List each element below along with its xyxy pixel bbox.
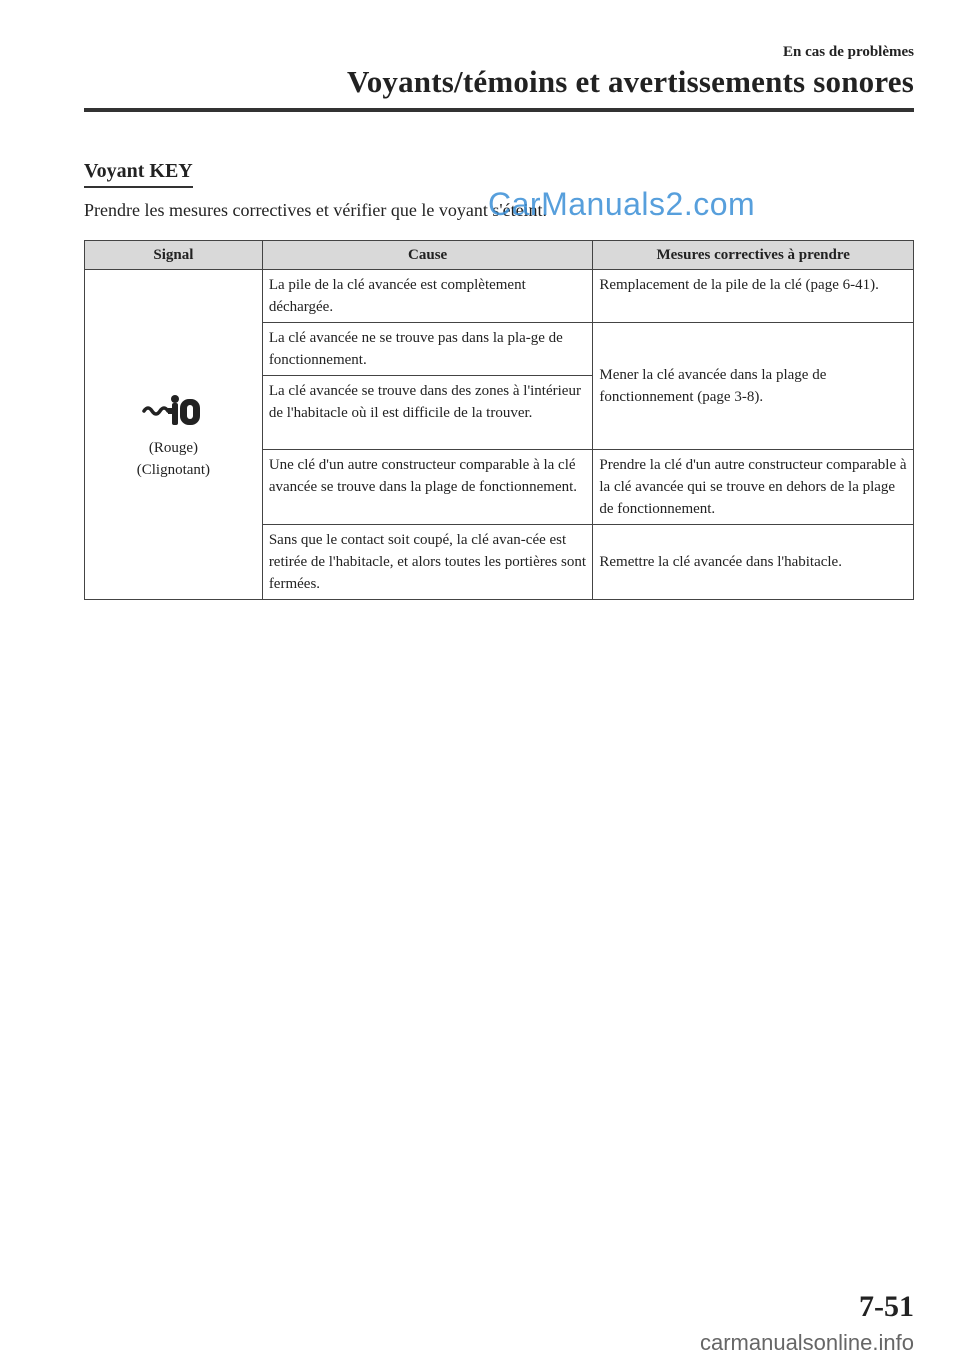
table-row — [85, 270, 914, 323]
page-number: 7-51 — [859, 1290, 914, 1323]
column-header-signal: Signal — [85, 241, 263, 270]
column-header-action: Mesures correctives à prendre — [593, 241, 914, 270]
cause-cell: La clé avancée se trouve dans des zones à l'intérieur de l'habitacle où il est difficile de la trouver. — [262, 376, 593, 450]
footer-site-label: carmanualsonline.info — [699, 1330, 914, 1355]
signal-color-label: (Rouge) — [148, 439, 198, 456]
signal-state-label: (Clignotant) — [136, 461, 211, 478]
watermark: CarManuals2.com — [488, 186, 756, 222]
key-warning-icon — [142, 389, 204, 431]
action-cell: Remplacement de la pile de la clé (page 6-41). — [593, 270, 914, 323]
cause-cell: Sans que le contact soit coupé, la clé avan-cée est retirée de l'habitacle, et alors toutes les portières sont fermées. — [262, 525, 593, 600]
signal-cell — [85, 270, 263, 600]
section-title: Voyant KEY — [84, 160, 193, 188]
table-header-row — [85, 241, 914, 270]
column-header-cause: Cause — [262, 241, 593, 270]
action-cell: Prendre la clé d'un autre constructeur comparable à la clé avancée qui se trouve en dehors de la plage de fonctionnement. — [593, 450, 914, 525]
page-header-title: Voyants/témoins et avertissements sonores — [346, 64, 914, 99]
cause-cell: La clé avancée ne se trouve pas dans la pla-ge de fonctionnement. — [262, 323, 593, 376]
chapter-label: En cas de problèmes — [783, 44, 914, 60]
cause-cell: La pile de la clé avancée est complètement déchargée. — [262, 270, 593, 323]
header-divider — [84, 108, 914, 112]
intro-text: Prendre les mesures correctives et vérifier que le voyant s'éteint. — [84, 200, 548, 220]
warning-table — [84, 240, 914, 600]
cause-cell: Une clé d'un autre constructeur comparable à la clé avancée se trouve dans la plage de fonctionnement. — [262, 450, 593, 525]
action-cell: Remettre la clé avancée dans l'habitacle. — [593, 525, 914, 600]
action-cell: Mener la clé avancée dans la plage de fonctionnement (page 3-8). — [593, 323, 914, 450]
